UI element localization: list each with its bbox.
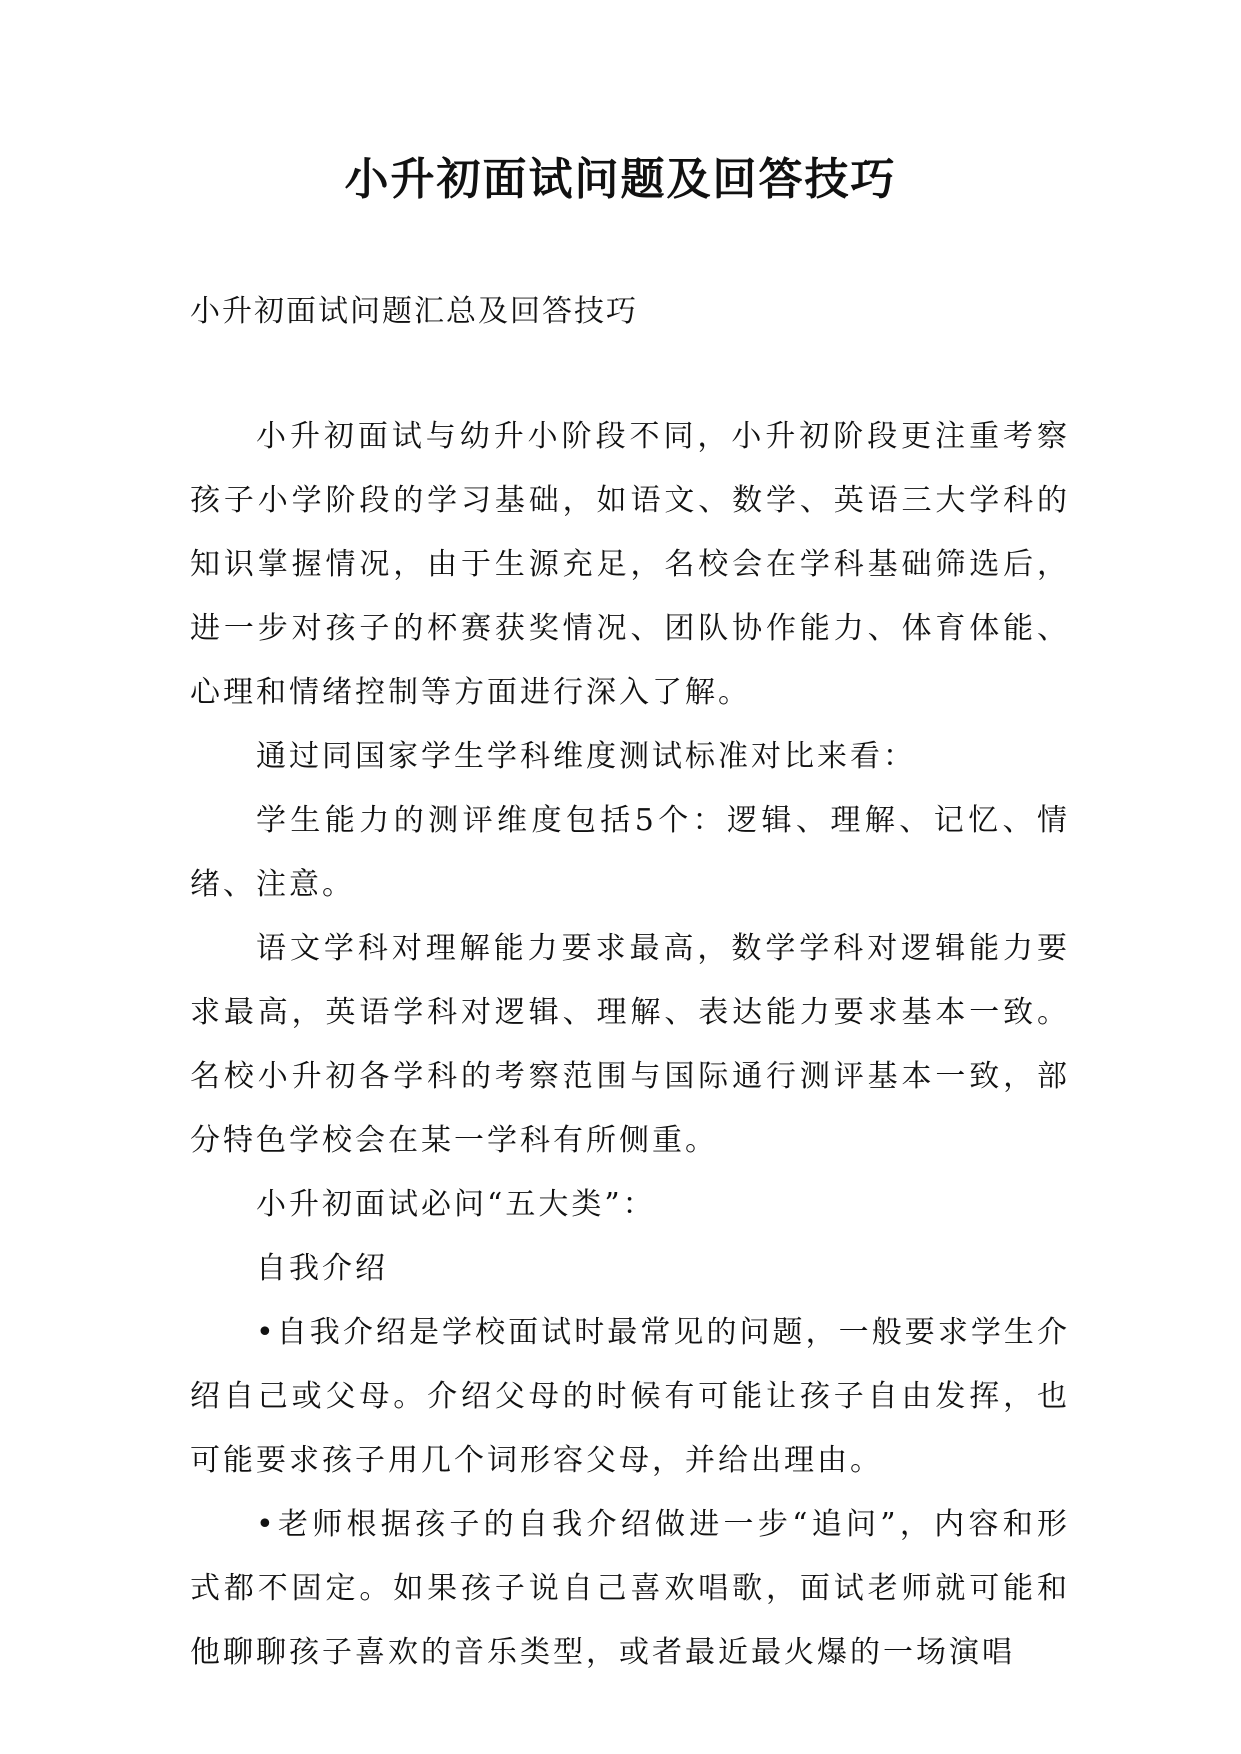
- document-subtitle: 小升初面试问题汇总及回答技巧: [190, 294, 638, 329]
- paragraph-intro: 小升初面试与幼升小阶段不同，小升初阶段更注重考察孩子小学阶段的学习基础，如语文、数学、英语三大学科的知识掌握情况，由于生源充足，名校会在学科基础筛选后，进一步对孩子的杯赛获奖情况、团队协作能力、体育体能、心理和情绪控制等方面进行深入了解。: [190, 419, 1070, 710]
- paragraph-comparison: 通过同国家学生学科维度测试标准对比来看：: [256, 739, 916, 774]
- bullet-self-intro: •自我介绍是学校面试时最常见的问题，一般要求学生介绍自己或父母。介绍父母的时候有可能让孩子自由发挥，也可能要求孩子用几个词形容父母，并给出理由。: [190, 1315, 1070, 1478]
- document-body: [190, 405, 1070, 1685]
- document-title: 小升初面试问题及回答技巧: [344, 154, 897, 205]
- section-heading-self-intro: 自我介绍: [256, 1251, 388, 1286]
- paragraph-five-categories: 小升初面试必问“五大类”：: [256, 1187, 656, 1222]
- paragraph-subjects: 语文学科对理解能力要求最高，数学学科对逻辑能力要求最高，英语学科对逻辑、理解、表达能力要求基本一致。名校小升初各学科的考察范围与国际通行测评基本一致，部分特色学校会在某一学科有所侧重。: [190, 931, 1070, 1158]
- bullet-follow-up: •老师根据孩子的自我介绍做进一步“追问”，内容和形式都不固定。如果孩子说自己喜欢唱歌，面试老师就可能和他聊聊孩子喜欢的音乐类型，或者最近最火爆的一场演唱: [190, 1507, 1070, 1670]
- paragraph-dimensions: 学生能力的测评维度包括5个：逻辑、理解、记忆、情绪、注意。: [190, 803, 1070, 902]
